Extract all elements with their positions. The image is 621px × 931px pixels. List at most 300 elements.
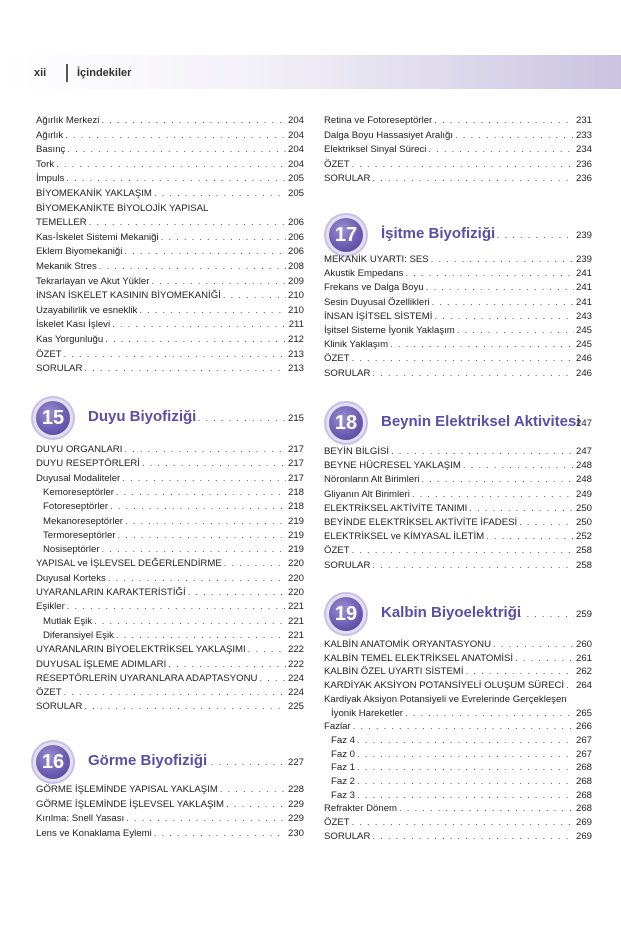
toc-entry[interactable] [324,267,592,281]
toc-entry-page: 265 [575,707,592,719]
toc-entry-title: Kemoreseptörler [43,486,114,498]
toc-entry-page: 221 [287,601,304,613]
toc-entry[interactable] [324,488,592,502]
toc-leader-dots [66,172,286,186]
toc-entry[interactable] [36,304,304,318]
toc-entry-title: İskelet Kası İşlevi [36,319,111,331]
toc-entry-page: 204 [287,115,304,126]
toc-leader-dots [112,318,287,332]
toc-leader-dots [56,158,286,172]
toc-leader-dots [151,275,286,289]
toc-entry-title: KALBİN TEMEL ELEKTRİKSEL ANATOMİSİ [324,652,514,664]
toc-entry[interactable] [36,586,304,600]
toc-entry-page: 210 [287,290,304,302]
toc-entry-page: 218 [287,486,304,498]
chapter-19-heading[interactable] [329,597,592,637]
toc-entry-title: Refrakter Dönem [324,803,398,815]
toc-entry-title: KALBİN ANATOMİK ORYANTASYONU [324,639,492,650]
toc-entry[interactable] [324,114,592,128]
toc-leader-dots [124,245,286,259]
toc-entry[interactable] [36,783,304,797]
toc-entry[interactable] [36,672,304,686]
toc-entry[interactable] [324,707,592,721]
toc-leader-dots [84,700,286,714]
toc-entry-title: Mutlak Eşik [43,615,93,627]
toc-leader-dots [493,638,574,652]
toc-entry-title: Nosiseptörler [43,544,100,556]
toc-entry[interactable] [324,775,592,789]
toc-entry[interactable] [36,600,304,614]
toc-entry-title: BEYİNDE ELEKTRİKSEL AKTİVİTE İFADESİ [324,517,518,528]
toc-entry[interactable] [36,187,304,201]
toc-entry[interactable] [324,652,592,666]
toc-entry-page: 267 [575,734,592,746]
toc-entry-title: Ağırlık [36,129,64,141]
toc-entry-page: 221 [287,615,304,627]
toc-entry[interactable] [324,720,592,734]
toc-leader-dots [116,629,286,643]
toc-entry-title: DUYU RESEPTÖRLERİ [36,458,140,470]
toc-entry-page: 206 [287,246,304,258]
page-number: xii [34,67,47,79]
toc-entry-page: 260 [575,639,592,650]
toc-leader-dots [428,143,574,157]
chapter-title: İşitme Biyofiziği [381,225,496,242]
toc-entry[interactable] [324,445,592,459]
toc-leader-dots [224,557,286,571]
toc-entry-title: Ağırlık Merkezi [36,115,100,126]
toc-entry[interactable] [324,816,592,830]
toc-entry[interactable] [324,324,592,338]
toc-entry-page: 269 [575,830,592,842]
toc-entry-title: İyonik Hareketler [331,707,403,719]
toc-leader-dots [188,586,286,600]
toc-entry-title: Kardiyak Aksiyon Potansiyeli ve Evrelerinde Gerçekleşen [324,693,567,705]
toc-leader-dots [64,686,286,700]
toc-leader-dots [105,333,286,347]
toc-leader-dots [353,720,574,734]
toc-leader-dots [405,267,574,281]
toc-entry-page: 206 [287,231,304,243]
toc-entry-page: 268 [575,776,592,787]
toc-entry-page: 249 [575,488,592,500]
chapter-page: 215 [287,413,304,424]
toc-entry[interactable] [36,515,304,529]
toc-leader-dots [139,304,286,318]
toc-leader-dots [161,231,286,245]
toc-entry-title: KARDİYAK AKSİYON POTANSİYELİ OLUŞUM SÜRECİ [324,680,565,692]
toc-entry-title: ÖZET [324,817,350,829]
chapter-page: 259 [575,609,592,620]
toc-leader-dots [223,289,286,303]
toc-leader-dots [125,515,286,529]
toc-entry[interactable] [36,658,304,672]
toc-entry[interactable] [324,559,592,573]
toc-leader-dots [372,172,574,186]
toc-entry[interactable] [36,362,304,376]
toc-entry[interactable] [36,686,304,700]
toc-entry-title: Mekanoreseptörler [43,515,123,527]
toc-leader-dots [65,129,286,143]
toc-entry-page: 268 [575,789,592,801]
toc-entry-title: BEYİN BİLGİSİ [324,446,390,457]
toc-entry-title: Eşikler [36,601,65,613]
toc-entry-page: 233 [575,129,592,141]
toc-entry-page: 267 [575,748,592,760]
toc-entry[interactable] [36,275,304,289]
toc-entry[interactable] [36,572,304,586]
page-header [0,55,621,89]
toc-leader-dots [259,672,286,686]
toc-leader-dots [486,530,574,544]
toc-entry-page: 212 [287,334,304,345]
toc-leader-dots [405,707,574,721]
toc-entry[interactable] [36,172,304,186]
toc-entry-page: 229 [287,798,304,810]
toc-leader-dots [84,362,286,376]
toc-entry[interactable] [324,310,592,324]
toc-leader-dots [67,600,286,614]
chapter-16-heading[interactable] [36,745,304,785]
toc-entry-page: 230 [287,827,304,839]
toc-entry-title: ÖZET [324,158,350,170]
toc-entry-title: Dalga Boyu Hassasiyet Aralığı [324,129,454,141]
chapter-title: Beynin Elektriksel Aktivitesi [381,413,581,430]
toc-leader-dots [89,216,286,230]
toc-leader-dots [357,734,574,748]
toc-entry[interactable] [324,473,592,487]
toc-entry-page: 220 [287,587,304,598]
toc-entry-title: TEMELLER [36,217,87,229]
toc-entry-title: Akustik Empedans [324,268,404,280]
toc-entry-page: 205 [287,173,304,185]
toc-entry-title: Klinik Yaklaşım [324,339,389,351]
toc-leader-dots [118,529,286,543]
toc-leader-dots [372,367,574,381]
toc-leader-dots [463,459,574,473]
toc-entry-page: 248 [575,460,592,472]
toc-entry-title: GÖRME İŞLEMİNDE İŞLEVSEL YAKLAŞIM [36,798,225,810]
toc-entry-page: 213 [287,348,304,360]
toc-entry[interactable] [324,830,592,844]
toc-entry[interactable] [36,812,304,826]
toc-entry[interactable] [324,158,592,172]
toc-entry-title: UYARANLARIN BİYOELEKTRİKSEL YAKLAŞIMI [36,644,246,656]
toc-entry-title: Fazlar [324,721,351,733]
toc-leader-dots [122,472,286,486]
toc-leader-dots [432,296,574,310]
toc-leader-dots [352,158,574,172]
toc-entry-title: Faz 2 [331,776,355,787]
toc-entry-title: Tekrarlayan ve Akut Yükler [36,275,150,287]
toc-entry-page: 266 [575,721,592,733]
toc-entry[interactable] [36,798,304,812]
toc-entry[interactable] [324,665,592,679]
toc-leader-dots [126,812,286,826]
toc-entry-page: 224 [287,687,304,699]
toc-entry-title: Faz 1 [331,762,355,774]
toc-entry-page: 246 [575,367,592,379]
toc-entry[interactable] [36,158,304,172]
toc-entry-title: Basınç [36,144,66,156]
toc-entry[interactable] [36,245,304,259]
toc-leader-dots [102,543,286,557]
chapter-title: Görme Biyofiziği [88,752,208,769]
toc-entry-page: 221 [287,629,304,641]
chapter-number-badge: 19 [329,597,363,631]
toc-entry-title: Sesin Duyusal Özellikleri [324,296,430,308]
toc-entry-title: Kas Yorgunluğu [36,334,104,345]
toc-entry-title: GÖRME İŞLEMİNDE YAPISAL YAKLAŞIM [36,784,218,795]
toc-entry[interactable] [324,502,592,516]
toc-entry-title: SORULAR [324,173,371,185]
toc-entry-title: İNSAN İSKELET KASININ BİYOMEKANİĞİ [36,290,221,302]
toc-leader-dots [142,457,286,471]
toc-leader-dots [469,502,574,516]
toc-entry-page: 250 [575,502,592,514]
toc-entry-title: ÖZET [36,687,62,699]
toc-entry-title: Lens ve Konaklama Eylemi [36,827,152,839]
toc-entry-title: Termoreseptörler [43,529,116,541]
toc-entry[interactable] [324,802,592,816]
toc-entry[interactable] [36,827,304,841]
toc-entry[interactable] [36,500,304,514]
toc-entry[interactable] [36,289,304,303]
toc-leader-dots [357,775,574,789]
toc-entry-title: Retina ve Fotoreseptörler [324,115,433,126]
toc-leader-dots [352,352,574,366]
toc-entry-title: Eklem Biyomekaniği [36,246,123,258]
toc-entry-page: 211 [288,319,304,331]
toc-entry-page: 268 [575,803,592,815]
toc-leader-dots [457,324,574,338]
toc-entry-page: 236 [575,158,592,170]
toc-entry-page: 219 [287,544,304,556]
toc-entry[interactable] [36,543,304,557]
toc-leader-dots [431,253,574,267]
toc-entry-title: İNSAN İŞİTSEL SİSTEMİ [324,310,433,322]
toc-entry-title: KALBİN ÖZEL UYARTI SİSTEMİ [324,666,464,678]
toc-entry[interactable] [36,333,304,347]
toc-entry[interactable] [36,202,304,216]
toc-entry-page: 205 [287,188,304,199]
chapter-page: 239 [575,230,592,241]
toc-entry-page: 210 [287,304,304,316]
toc-entry[interactable] [324,544,592,558]
toc-entry[interactable] [324,530,592,544]
toc-entry-page: 220 [287,572,304,584]
toc-entry-page: 219 [287,529,304,541]
toc-leader-dots [434,310,574,324]
toc-entry[interactable] [36,231,304,245]
toc-entry-page: 222 [287,644,304,656]
toc-leader-dots [434,114,574,128]
toc-entry[interactable] [324,638,592,652]
toc-entry[interactable] [36,260,304,274]
toc-entry[interactable] [324,761,592,775]
toc-entry[interactable] [324,734,592,748]
toc-entry-title: SORULAR [324,367,371,379]
toc-entry-title: Faz 0 [331,748,355,760]
toc-entry-page: 268 [575,762,592,774]
toc-entry-page: 231 [575,115,592,126]
toc-entry[interactable] [36,486,304,500]
toc-leader-dots [412,488,574,502]
toc-entry-title: DUYU ORGANLARI [36,444,123,455]
toc-leader-dots [399,802,574,816]
toc-entry-page: 241 [575,282,592,294]
toc-entry[interactable] [324,679,592,693]
toc-entry-title: Duyusal Modaliteler [36,472,121,484]
toc-entry[interactable] [36,472,304,486]
toc-leader-dots [357,748,574,762]
toc-entry-page: 269 [575,817,592,829]
toc-entry[interactable] [324,143,592,157]
toc-entry[interactable] [36,643,304,657]
toc-entry[interactable] [36,615,304,629]
toc-entry-page: 209 [287,275,304,287]
toc-leader-dots [455,129,574,143]
toc-leader-dots [226,798,286,812]
toc-leader-dots [154,187,286,201]
toc-leader-dots [220,783,286,797]
toc-entry-page: 204 [287,129,304,141]
toc-entry[interactable] [324,693,592,707]
toc-entry-title: ÖZET [36,348,62,360]
toc-entry-title: BİYOMEKANİKTE BİYOLOJİK YAPISAL [36,202,209,214]
toc-entry[interactable] [324,172,592,186]
toc-entry[interactable] [324,352,592,366]
toc-leader-dots [466,665,574,679]
toc-entry-page: 246 [575,353,592,365]
header-title: İçindekiler [77,67,132,79]
toc-entry[interactable] [36,348,304,362]
toc-entry-title: İmpuls [36,173,65,185]
toc-leader-dots [101,114,286,128]
toc-entry[interactable] [36,114,304,128]
chapter-title: Kalbin Biyoelektriği [381,604,522,621]
toc-entry[interactable] [36,629,304,643]
toc-leader-dots [352,816,574,830]
toc-entry-title: ELEKTRİKSEL AKTİVİTE TANIMI [324,502,468,514]
toc-leader-dots [519,516,574,530]
toc-entry[interactable] [36,443,304,457]
toc-entry-page: 241 [575,296,592,308]
toc-leader-dots [357,761,574,775]
toc-entry-page: 217 [287,472,304,484]
chapter-page: 247 [575,418,592,429]
toc-entry[interactable] [324,789,592,803]
toc-entry[interactable] [324,516,592,530]
chapter-number-badge: 17 [329,218,363,252]
toc-entry[interactable] [36,216,304,230]
toc-entry[interactable] [324,296,592,310]
toc-entry-page: 236 [575,173,592,185]
toc-entry-page: 213 [287,363,304,375]
toc-entry-title: Faz 3 [331,789,355,801]
toc-leader-dots [421,473,574,487]
toc-entry-page: 241 [575,268,592,280]
toc-entry[interactable] [36,457,304,471]
toc-entry-title: ÖZET [324,353,350,365]
toc-entry-title: Fotoreseptörler [43,501,109,513]
toc-entry[interactable] [324,367,592,381]
toc-entry[interactable] [36,318,304,332]
toc-entry-page: 234 [575,144,592,156]
chapter-title: Duyu Biyofiziği [88,408,197,425]
toc-entry-title: MEKANİK UYARTI: SES [324,254,429,265]
toc-leader-dots [390,338,574,352]
toc-entry-title: ÖZET [324,545,350,557]
toc-entry-title: SORULAR [324,559,371,571]
toc-entry-page: 245 [575,325,592,336]
toc-entry-title: ELEKTRİKSEL ve KİMYASAL İLETİM [324,531,485,543]
toc-entry-page: 206 [287,217,304,229]
toc-leader-dots [110,500,286,514]
toc-entry-page: 252 [575,531,592,543]
toc-leader-dots [248,643,286,657]
toc-entry-title: Kas-İskelet Sistemi Mekaniği [36,231,159,243]
toc-entry-page: 261 [575,652,592,664]
toc-entry-title: Kırılma: Snell Yasası [36,813,125,825]
toc-entry-page: 250 [575,517,592,528]
toc-leader-dots [124,443,286,457]
toc-leader-dots [391,445,574,459]
toc-entry[interactable] [324,281,592,295]
toc-entry-title: Gliyanın Alt Birimleri [324,488,410,500]
toc-leader-dots [67,143,286,157]
toc-entry-page: 218 [287,501,304,513]
chapter-page: 227 [287,757,304,768]
toc-leader-dots [515,652,574,666]
chapter-17-heading[interactable] [329,218,592,258]
toc-entry-page: 222 [287,658,304,670]
toc-entry-title: Faz 4 [331,734,355,746]
toc-leader-dots [154,827,286,841]
toc-entry[interactable] [324,129,592,143]
toc-entry-title: YAPISAL ve İŞLEVSEL DEĞERLENDİRME [36,558,222,570]
toc-entry-title: SORULAR [324,830,371,842]
toc-entry-page: 247 [575,446,592,457]
toc-entry-title: DUYUSAL İŞLEME ADIMLARI [36,658,167,670]
chapter-18-heading[interactable] [329,406,592,446]
toc-entry[interactable] [36,143,304,157]
toc-entry-page: 204 [287,158,304,170]
toc-entry[interactable] [36,529,304,543]
toc-entry[interactable] [324,253,592,267]
toc-entry-page: 208 [287,261,304,272]
toc-entry-page: 248 [575,474,592,486]
chapter-number-badge: 15 [36,401,70,435]
toc-leader-dots [372,559,574,573]
toc-entry-title: Nöronların Alt Birimleri [324,474,420,486]
toc-entry[interactable] [324,748,592,762]
toc-entry-page: 224 [287,672,304,684]
toc-entry-title: SORULAR [36,363,83,375]
toc-leader-dots [64,348,286,362]
toc-entry[interactable] [36,557,304,571]
toc-entry[interactable] [324,459,592,473]
toc-entry-title: İşitsel Sisteme İyonik Yaklaşım [324,325,455,336]
toc-entry[interactable] [324,338,592,352]
toc-leader-dots [108,572,286,586]
chapter-number-badge: 16 [36,745,70,779]
toc-entry[interactable] [36,129,304,143]
toc-entry-title: RESEPTÖRLERİN UYARANLARA ADAPTASYONU [36,672,258,684]
toc-leader-dots [426,281,574,295]
toc-entry[interactable] [36,700,304,714]
chapter-15-heading[interactable] [36,401,304,441]
